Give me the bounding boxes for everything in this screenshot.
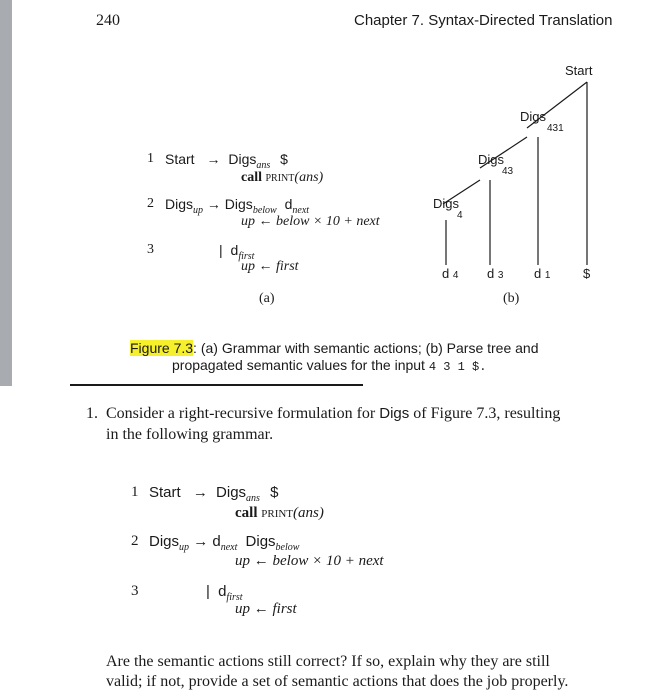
subfigure-label: (a) (259, 291, 275, 306)
rule-alternative: | $d_{first}$ (206, 583, 243, 603)
semantic-action: up ← below × 10 + next (241, 214, 380, 229)
rule-number: 1 (131, 484, 139, 500)
divider (70, 384, 363, 386)
closing-text-line2: valid; if not, provide a set of semantic actions that does the job properly. (106, 673, 569, 690)
page-number: 240 (96, 12, 120, 29)
rule-number: 2 (147, 196, 154, 211)
figure-reference: Figure 7.3 (130, 340, 194, 356)
rule-lhs: Start → Digs$_{ans}$ $ (165, 151, 288, 171)
semantic-action: call print(ans) (241, 170, 324, 185)
chapter-title: Chapter 7. Syntax-Directed Translation (354, 12, 613, 29)
tree-leaf: d 1 (534, 266, 551, 281)
semantic-action: call print(ans) (235, 505, 324, 521)
semantic-action: up ← first (235, 601, 297, 617)
tree-node-value: 43 (502, 166, 514, 177)
tree-node-start: Start (565, 63, 593, 78)
rule-number: 1 (147, 151, 154, 166)
tree-node-digs: Digs (520, 109, 547, 124)
rule-lhs: Start → Digs$_{ans}$ $ (149, 484, 279, 504)
tree-node-digs: Digs (478, 152, 505, 167)
rule-alternative: | $d_{first}$ (219, 242, 255, 262)
rule-lhs: Digs$_{up}$ → Digs$_{below}$ $d_{next}$ (165, 196, 310, 216)
closing-text: Are the semantic actions still correct? If so, explain why they are still (106, 653, 550, 670)
question-text: Consider a right-recursive formulation for Digs of Figure 7.3, resulting (106, 405, 561, 422)
rule-number: 3 (131, 583, 139, 599)
rule-number: 2 (131, 533, 139, 549)
semantic-action: up ← below × 10 + next (235, 553, 384, 569)
tree-leaf: d 4 (442, 266, 459, 281)
semantic-action: up ← first (241, 259, 299, 274)
rule-lhs: Digs$_{up}$ → $d_{next}$ Digs$_{below}$ (149, 533, 300, 553)
figure-caption-line2: propagated semantic values for the input 4 3 1 $. (172, 357, 487, 374)
question-text-line2: in the following grammar. (106, 426, 274, 443)
tree-leaf: $ (583, 266, 591, 281)
figure-caption: Figure 7.3: (a) Grammar with semantic actions; (b) Parse tree and (130, 340, 539, 356)
subfigure-label: (b) (503, 291, 520, 306)
tree-node-value: 4 (457, 210, 463, 221)
tree-leaf: d 3 (487, 266, 504, 281)
question-number: 1. (86, 405, 98, 422)
rule-number: 3 (147, 242, 154, 257)
tree-node-digs: Digs (433, 196, 460, 211)
tree-node-value: 431 (547, 123, 564, 134)
